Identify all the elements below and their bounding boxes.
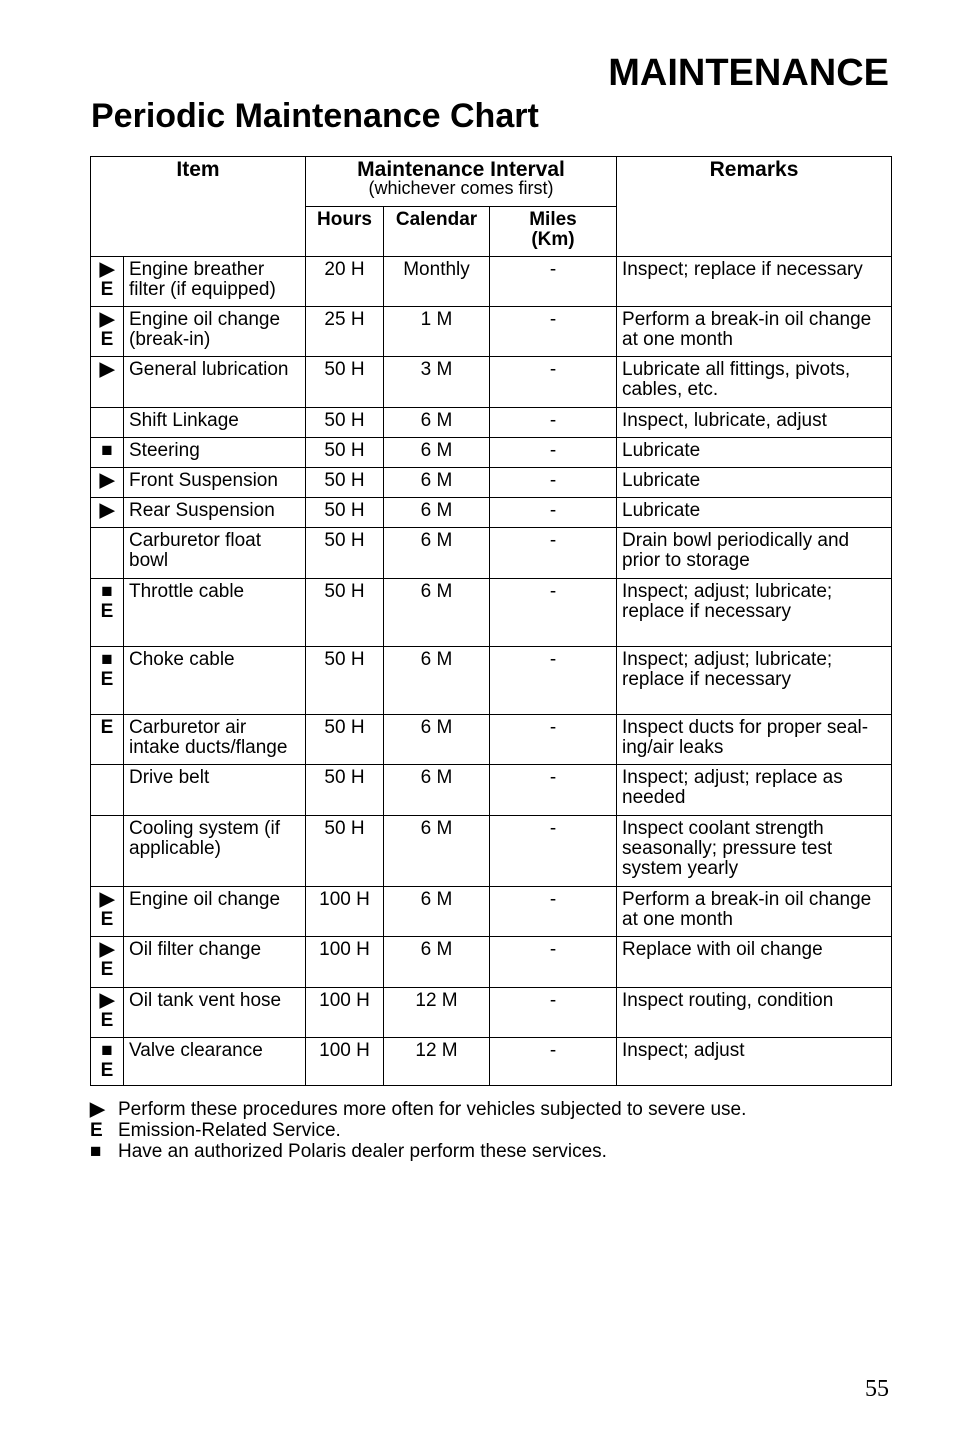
miles-cell: - — [490, 438, 617, 468]
remarks-cell: Perform a break-in oil change at one month — [617, 887, 892, 937]
item-cell: General lubrication — [124, 357, 306, 408]
remarks-cell: Lubricate — [617, 498, 892, 528]
table-row — [91, 765, 892, 816]
calendar-cell: 12 M — [384, 988, 490, 1038]
table-row — [91, 715, 892, 765]
miles-cell: - — [490, 357, 617, 408]
remarks-cell: Inspect; adjust; lubricate; replace if necessary — [617, 579, 892, 647]
arrow-icon: ▶ — [90, 1099, 105, 1120]
remarks-cell: Lubricate — [617, 468, 892, 498]
table-row — [91, 408, 892, 438]
remarks-cell: Lubricate all fittings, pivots, cables, etc. — [617, 357, 892, 408]
remarks-cell: Inspect, lubricate, adjust — [617, 408, 892, 438]
emission-marker: E — [90, 1120, 103, 1141]
miles-cell: - — [490, 647, 617, 715]
remarks-cell: Inspect; adjust — [617, 1038, 892, 1086]
hours-cell: 50 H — [306, 357, 384, 408]
item-header: Item — [91, 157, 306, 257]
symbol-cell: ▶ E — [91, 937, 124, 988]
remarks-cell: Inspect routing, condition — [617, 988, 892, 1038]
calendar-cell: 6 M — [384, 647, 490, 715]
item-cell: Drive belt — [124, 765, 306, 816]
symbol-cell: ▶ E — [91, 257, 124, 307]
table-row — [91, 816, 892, 887]
hours-cell: 50 H — [306, 408, 384, 438]
interval-title: Maintenance Interval — [357, 158, 565, 181]
symbol-cell: ■ E — [91, 579, 124, 647]
page-number: 55 — [865, 1376, 889, 1402]
item-cell: Valve clearance — [124, 1038, 306, 1086]
calendar-cell: 6 M — [384, 408, 490, 438]
hours-cell: 50 H — [306, 579, 384, 647]
remarks-cell: Lubricate — [617, 438, 892, 468]
calendar-cell: 12 M — [384, 1038, 490, 1086]
calendar-cell: 6 M — [384, 715, 490, 765]
miles-cell: - — [490, 765, 617, 816]
remarks-cell: Inspect ducts for proper seal-ing/air leaks — [617, 715, 892, 765]
calendar-cell: 6 M — [384, 937, 490, 988]
hours-header: Hours — [306, 207, 384, 257]
table-row — [91, 647, 892, 715]
remarks-cell: Inspect; replace if necessary — [617, 257, 892, 307]
miles-cell: - — [490, 1038, 617, 1086]
calendar-cell: 6 M — [384, 887, 490, 937]
calendar-cell: 6 M — [384, 816, 490, 887]
calendar-cell: 3 M — [384, 357, 490, 408]
calendar-cell: 6 M — [384, 579, 490, 647]
symbol-cell — [91, 528, 124, 579]
miles-cell: - — [490, 257, 617, 307]
miles-cell: - — [490, 937, 617, 988]
remarks-cell: Inspect; adjust; replace as needed — [617, 765, 892, 816]
remarks-cell: Drain bowl periodically and prior to storage — [617, 528, 892, 579]
table-row — [91, 887, 892, 937]
table-row — [91, 1038, 892, 1086]
item-cell: Engine oil change — [124, 887, 306, 937]
legend-item: ■ Have an authorized Polaris dealer perform these services. — [90, 1141, 607, 1162]
calendar-cell: 6 M — [384, 438, 490, 468]
hours-cell: 20 H — [306, 257, 384, 307]
hours-cell: 50 H — [306, 438, 384, 468]
item-cell: Engine oil change (break-in) — [124, 307, 306, 357]
symbol-cell: ▶ E — [91, 887, 124, 937]
miles-cell: - — [490, 579, 617, 647]
symbol-cell — [91, 765, 124, 816]
legend-item: ▶ Perform these procedures more often for vehicles subjected to severe use. — [90, 1099, 747, 1120]
calendar-cell: 6 M — [384, 765, 490, 816]
table-row — [91, 357, 892, 408]
table-row — [91, 988, 892, 1038]
table-row — [91, 468, 892, 498]
symbol-cell — [91, 816, 124, 887]
hours-cell: 100 H — [306, 937, 384, 988]
miles-cell: - — [490, 408, 617, 438]
maintenance-table — [90, 156, 892, 1086]
miles-cell: - — [490, 988, 617, 1038]
hours-cell: 100 H — [306, 1038, 384, 1086]
remarks-cell: Replace with oil change — [617, 937, 892, 988]
item-cell: Shift Linkage — [124, 408, 306, 438]
table-row — [91, 579, 892, 647]
miles-header: Miles (Km) — [490, 207, 617, 257]
calendar-cell: 6 M — [384, 528, 490, 579]
symbol-cell: ■ E — [91, 647, 124, 715]
remarks-cell: Inspect; adjust; lubricate; replace if necessary — [617, 647, 892, 715]
hours-cell: 50 H — [306, 816, 384, 887]
miles-cell: - — [490, 715, 617, 765]
hours-cell: 50 H — [306, 528, 384, 579]
table-row — [91, 498, 892, 528]
item-cell: Front Suspension — [124, 468, 306, 498]
table-row — [91, 257, 892, 307]
hours-cell: 25 H — [306, 307, 384, 357]
remarks-cell: Perform a break-in oil change at one month — [617, 307, 892, 357]
page-title: Periodic Maintenance Chart — [91, 97, 539, 135]
calendar-cell: 6 M — [384, 468, 490, 498]
table-row — [91, 307, 892, 357]
remarks-header: Remarks — [617, 157, 892, 257]
symbol-cell: ▶ E — [91, 988, 124, 1038]
miles-cell: - — [490, 816, 617, 887]
miles-cell: - — [490, 307, 617, 357]
symbol-cell — [91, 408, 124, 438]
remarks-cell: Inspect coolant strength seasonally; pressure test system yearly — [617, 816, 892, 887]
interval-header — [306, 157, 617, 207]
miles-cell: - — [490, 498, 617, 528]
item-cell: Engine breather filter (if equipped) — [124, 257, 306, 307]
hours-cell: 100 H — [306, 988, 384, 1038]
table-row — [91, 528, 892, 579]
table-row — [91, 937, 892, 988]
symbol-cell: ▶ — [91, 468, 124, 498]
legend-item: E Emission-Related Service. — [90, 1120, 341, 1141]
symbol-cell: ▶ — [91, 498, 124, 528]
symbol-cell: ■ — [91, 438, 124, 468]
hours-cell: 50 H — [306, 647, 384, 715]
calendar-cell: 1 M — [384, 307, 490, 357]
hours-cell: 50 H — [306, 468, 384, 498]
symbol-cell: ▶ — [91, 357, 124, 408]
calendar-cell: 6 M — [384, 498, 490, 528]
hours-cell: 100 H — [306, 887, 384, 937]
miles-cell: - — [490, 468, 617, 498]
hours-cell: 50 H — [306, 765, 384, 816]
calendar-header: Calendar — [384, 207, 490, 257]
miles-cell: - — [490, 887, 617, 937]
symbol-cell: ■ E — [91, 1038, 124, 1086]
item-cell: Throttle cable — [124, 579, 306, 647]
square-icon: ■ — [90, 1141, 102, 1162]
calendar-cell: Monthly — [384, 257, 490, 307]
section-heading: MAINTENANCE — [608, 52, 889, 94]
legend — [90, 1099, 746, 1162]
symbol-cell: ▶ E — [91, 307, 124, 357]
miles-cell: - — [490, 528, 617, 579]
hours-cell: 50 H — [306, 498, 384, 528]
table-row — [91, 438, 892, 468]
item-cell: Rear Suspension — [124, 498, 306, 528]
hours-cell: 50 H — [306, 715, 384, 765]
symbol-cell: E — [91, 715, 124, 765]
item-cell: Carburetor float bowl — [124, 528, 306, 579]
item-cell: Cooling system (if applicable) — [124, 816, 306, 887]
item-cell: Oil filter change — [124, 937, 306, 988]
item-cell: Choke cable — [124, 647, 306, 715]
item-cell: Carburetor air intake ducts/flange — [124, 715, 306, 765]
item-cell: Steering — [124, 438, 306, 468]
interval-note: (whichever comes first) — [368, 178, 554, 198]
item-cell: Oil tank vent hose — [124, 988, 306, 1038]
